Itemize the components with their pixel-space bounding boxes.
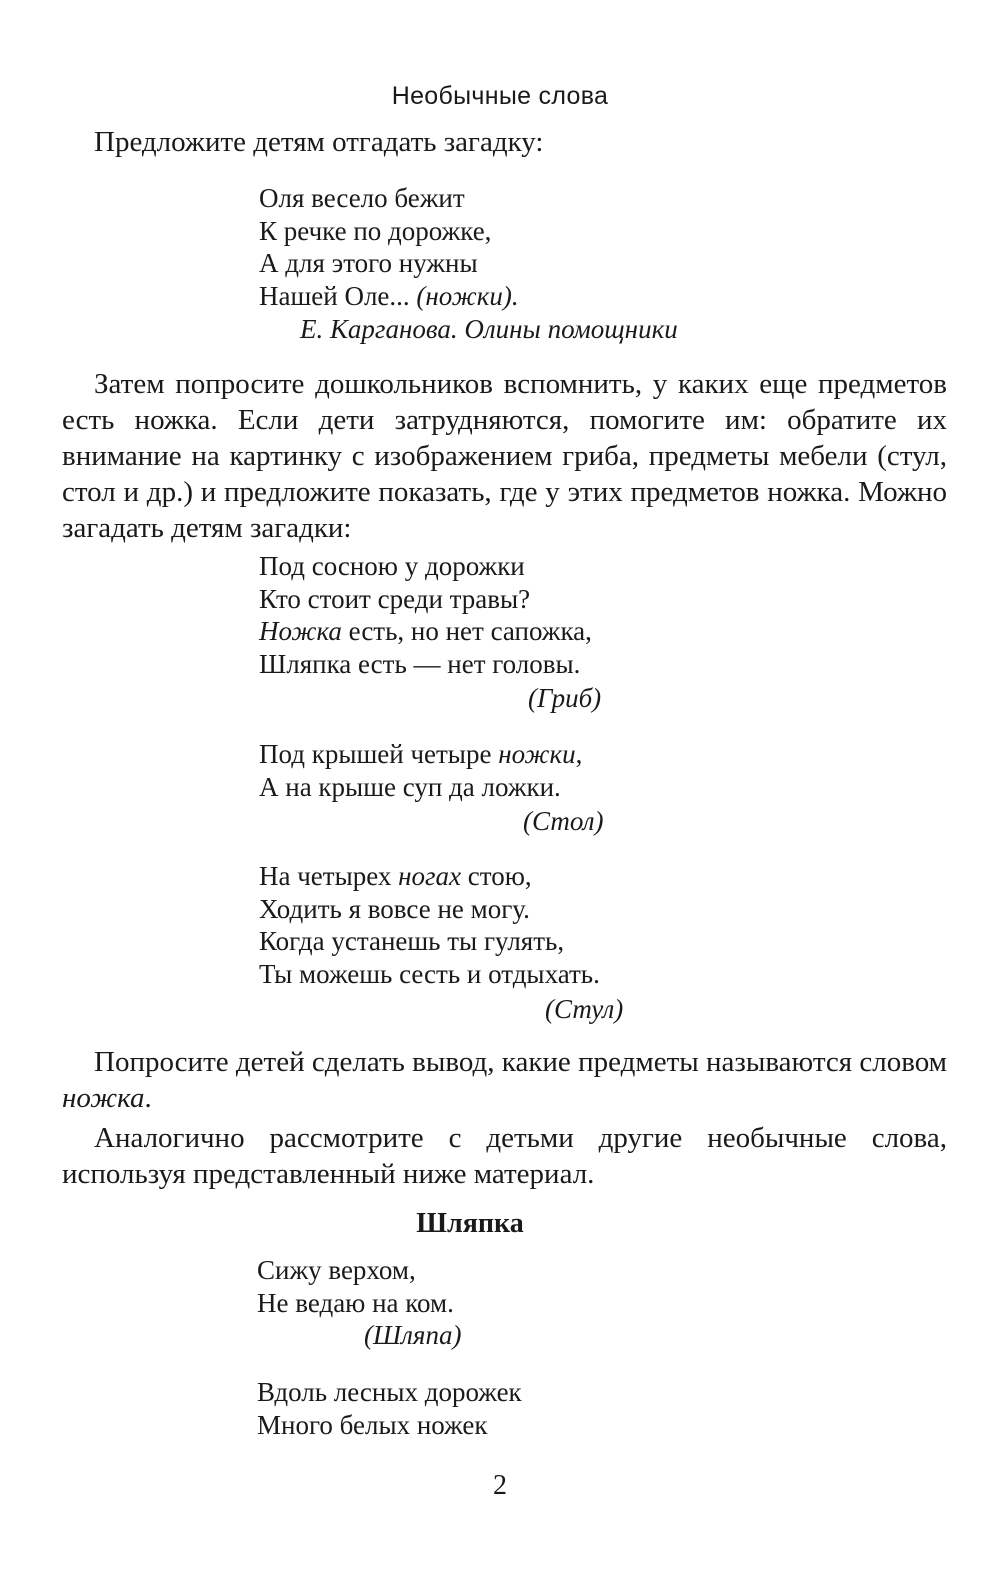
riddle-hat bbox=[257, 1254, 454, 1319]
running-head: Необычные слова bbox=[391, 82, 609, 110]
riddle-line-start: На четырех bbox=[259, 861, 399, 891]
riddle-line: Ты можешь сесть и отдыхать. bbox=[259, 958, 600, 989]
riddle-line-end: , bbox=[575, 739, 583, 769]
poem-olya bbox=[259, 182, 519, 312]
riddle-line: Ходить я вовсе не могу. bbox=[259, 893, 530, 924]
paragraph-2-text: Попросите детей сделать вывод, какие предметы называются словом bbox=[94, 1046, 947, 1078]
paragraph-1-text: Затем попросите дошкольников вспомнить, у каких еще предметов есть ножка. Если дети затрудняются, помогите им: обратите их внимание на картинку с изображением гриба, предметы мебели (стул, стол и др.) и предложите показать, где у этих предметов ножка. Можно загадать детям загадки: bbox=[62, 368, 947, 544]
poem-answer: (ножки). bbox=[416, 280, 519, 311]
riddle-answer-table: (Стол) bbox=[523, 806, 604, 836]
riddle-keyword: Ножка bbox=[259, 616, 342, 646]
paragraph-3-text: Аналогично рассмотрите с детьми другие необычные слова, используя представленный ниже материал. bbox=[62, 1122, 947, 1190]
riddle-keyword: ногах bbox=[398, 861, 462, 891]
riddle-line bbox=[259, 615, 592, 648]
page-number: 2 bbox=[493, 1470, 507, 1501]
riddle-line bbox=[259, 860, 600, 893]
riddle-mushrooms bbox=[257, 1376, 522, 1441]
riddle-chair bbox=[259, 860, 600, 990]
riddle-keyword: ножки bbox=[498, 739, 576, 769]
paragraph-2 bbox=[62, 1044, 947, 1116]
riddle-line-start: Под крышей четыре bbox=[259, 739, 499, 769]
riddle-line bbox=[259, 738, 582, 771]
riddle-answer-chair: (Стул) bbox=[545, 994, 624, 1024]
riddle-line: Шляпка есть — нет головы. bbox=[259, 648, 581, 679]
intro-text: Предложите детям отгадать загадку: bbox=[94, 126, 544, 158]
poem-line: А для этого нужны bbox=[259, 248, 478, 278]
riddle-line: Вдоль лесных дорожек bbox=[257, 1377, 522, 1407]
paragraph-1 bbox=[62, 366, 947, 546]
paragraph-2-end: . bbox=[144, 1082, 152, 1114]
riddle-answer-mushroom: (Гриб) bbox=[528, 683, 602, 713]
paragraph-3 bbox=[62, 1120, 947, 1192]
riddle-line: Много белых ножек bbox=[257, 1409, 488, 1440]
intro-paragraph bbox=[62, 124, 947, 160]
riddle-line: Не ведаю на ком. bbox=[257, 1287, 454, 1318]
riddle-line: Когда устанешь ты гулять, bbox=[259, 926, 565, 956]
poem-line-text: Нашей Оле... bbox=[259, 280, 410, 311]
paragraph-2-keyword: ножка bbox=[62, 1082, 145, 1114]
poem-line: К речке по дорожке, bbox=[259, 215, 492, 246]
riddle-line-rest: есть, но нет сапожка, bbox=[341, 616, 592, 646]
riddle-line: Под сосною у дорожки bbox=[259, 551, 525, 581]
poem-line-last bbox=[259, 280, 519, 313]
riddle-mushroom bbox=[259, 550, 592, 680]
section-title: Шляпка bbox=[416, 1208, 524, 1239]
riddle-answer-hat: (Шляпа) bbox=[364, 1320, 462, 1350]
riddle-line-end: стою, bbox=[461, 861, 532, 891]
poem-line: Оля весело бежит bbox=[259, 183, 465, 213]
riddle-line: А на крыше суп да ложки. bbox=[259, 771, 561, 802]
riddle-line: Кто стоит среди травы? bbox=[259, 583, 531, 614]
riddle-table bbox=[259, 738, 582, 803]
poem-attribution: Е. Карганова. Олины помощники bbox=[300, 314, 678, 344]
riddle-line: Сижу верхом, bbox=[257, 1255, 416, 1285]
